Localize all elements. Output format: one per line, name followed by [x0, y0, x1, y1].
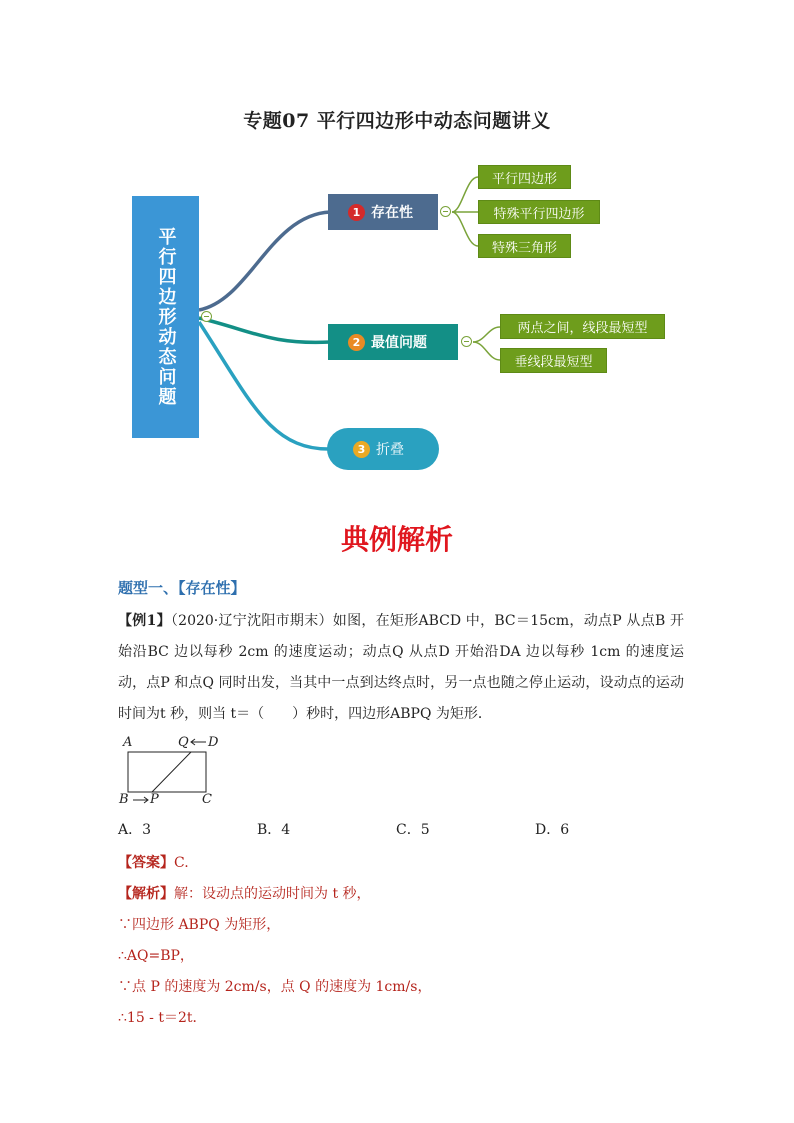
connector-leaf-2a: [473, 327, 500, 342]
example-tag: 【例1】: [118, 613, 171, 629]
solution-line-5: ∴15 - t＝2t．: [118, 1010, 207, 1026]
label-b: B: [119, 792, 129, 807]
solution-line-2: ∵四边形 ABPQ 为矩形，: [118, 917, 281, 933]
question-type-heading: 题型一、【存在性】: [118, 579, 246, 597]
example-paragraph: [118, 606, 684, 730]
label-p: P: [150, 792, 159, 807]
mind-map-root: 平行四边形动态问题: [132, 196, 199, 438]
solution-line-1: [118, 883, 371, 903]
collapse-icon[interactable]: [201, 311, 212, 322]
branch-extreme-value[interactable]: [328, 324, 458, 360]
branch-label: 最值问题: [371, 335, 427, 351]
option-b: B．4: [257, 822, 291, 838]
label-a: A: [123, 735, 133, 750]
segment-pq: [152, 752, 191, 792]
answer-line: [118, 852, 189, 872]
rectangle-figure: [116, 734, 226, 809]
number-3-icon: 3: [353, 441, 370, 458]
label-q: Q: [178, 735, 189, 750]
collapse-icon[interactable]: [461, 336, 472, 347]
connector-leaf-2b: [473, 342, 500, 360]
leaf-parallelogram[interactable]: 平行四边形: [478, 165, 571, 189]
leaf-shortest-between-points[interactable]: 两点之间，线段最短型: [500, 314, 665, 339]
mind-map-connectors: [0, 0, 794, 500]
number-1-icon: 1: [348, 204, 365, 221]
solution-tag: 【解析】: [118, 886, 174, 902]
leaf-special-parallelogram[interactable]: 特殊平行四边形: [478, 200, 600, 224]
option-a: A．3: [118, 822, 152, 838]
connector-branch-2: [199, 318, 330, 342]
branch-existence[interactable]: [328, 194, 438, 230]
number-2-icon: 2: [348, 334, 365, 351]
answer-tag: 【答案】: [118, 855, 174, 871]
branch-label: 存在性: [371, 205, 413, 221]
connector-branch-1: [199, 212, 330, 310]
solution-line-4: ∵点 P 的速度为 2cm/s，点 Q 的速度为 1cm/s，: [118, 979, 432, 995]
branch-label: 折叠: [376, 442, 404, 458]
branch-folding[interactable]: [327, 428, 439, 470]
label-c: C: [202, 792, 212, 807]
collapse-icon[interactable]: [440, 206, 451, 217]
answer-value: C.: [174, 855, 189, 871]
page-title: 专题07 平行四边形中动态问题讲义: [243, 110, 551, 132]
label-d: D: [208, 735, 219, 750]
connector-leaf-1a: [452, 177, 478, 212]
rectangle-abcd: [128, 752, 206, 792]
connector-leaf-1c: [452, 212, 478, 246]
leaf-perpendicular-shortest[interactable]: 垂线段最短型: [500, 348, 607, 373]
option-c: C．5: [396, 822, 430, 838]
solution-line-3: ∴AQ=BP，: [118, 948, 194, 964]
leaf-special-triangle[interactable]: 特殊三角形: [478, 234, 571, 258]
option-d: D．6: [535, 822, 570, 838]
section-heading: 典例解析: [340, 523, 453, 556]
solution-text: 解：设动点的运动时间为 t 秒，: [174, 886, 371, 902]
example-text: （2020·辽宁沈阳市期末）如图，在矩形ABCD 中，BC＝15cm，动点P 从点B 开始沿BC 边以每秒 2cm 的速度运动；动点Q 从点D 开始沿DA 边以每秒 1cm 的速度运动，点P 和点Q 同时出发，当其中一点到达终点时，另一点也随之停止运动，设动点的运动时间为t 秒，则当 t＝（ ）秒时，四边形ABPQ 为矩形．: [118, 613, 684, 722]
